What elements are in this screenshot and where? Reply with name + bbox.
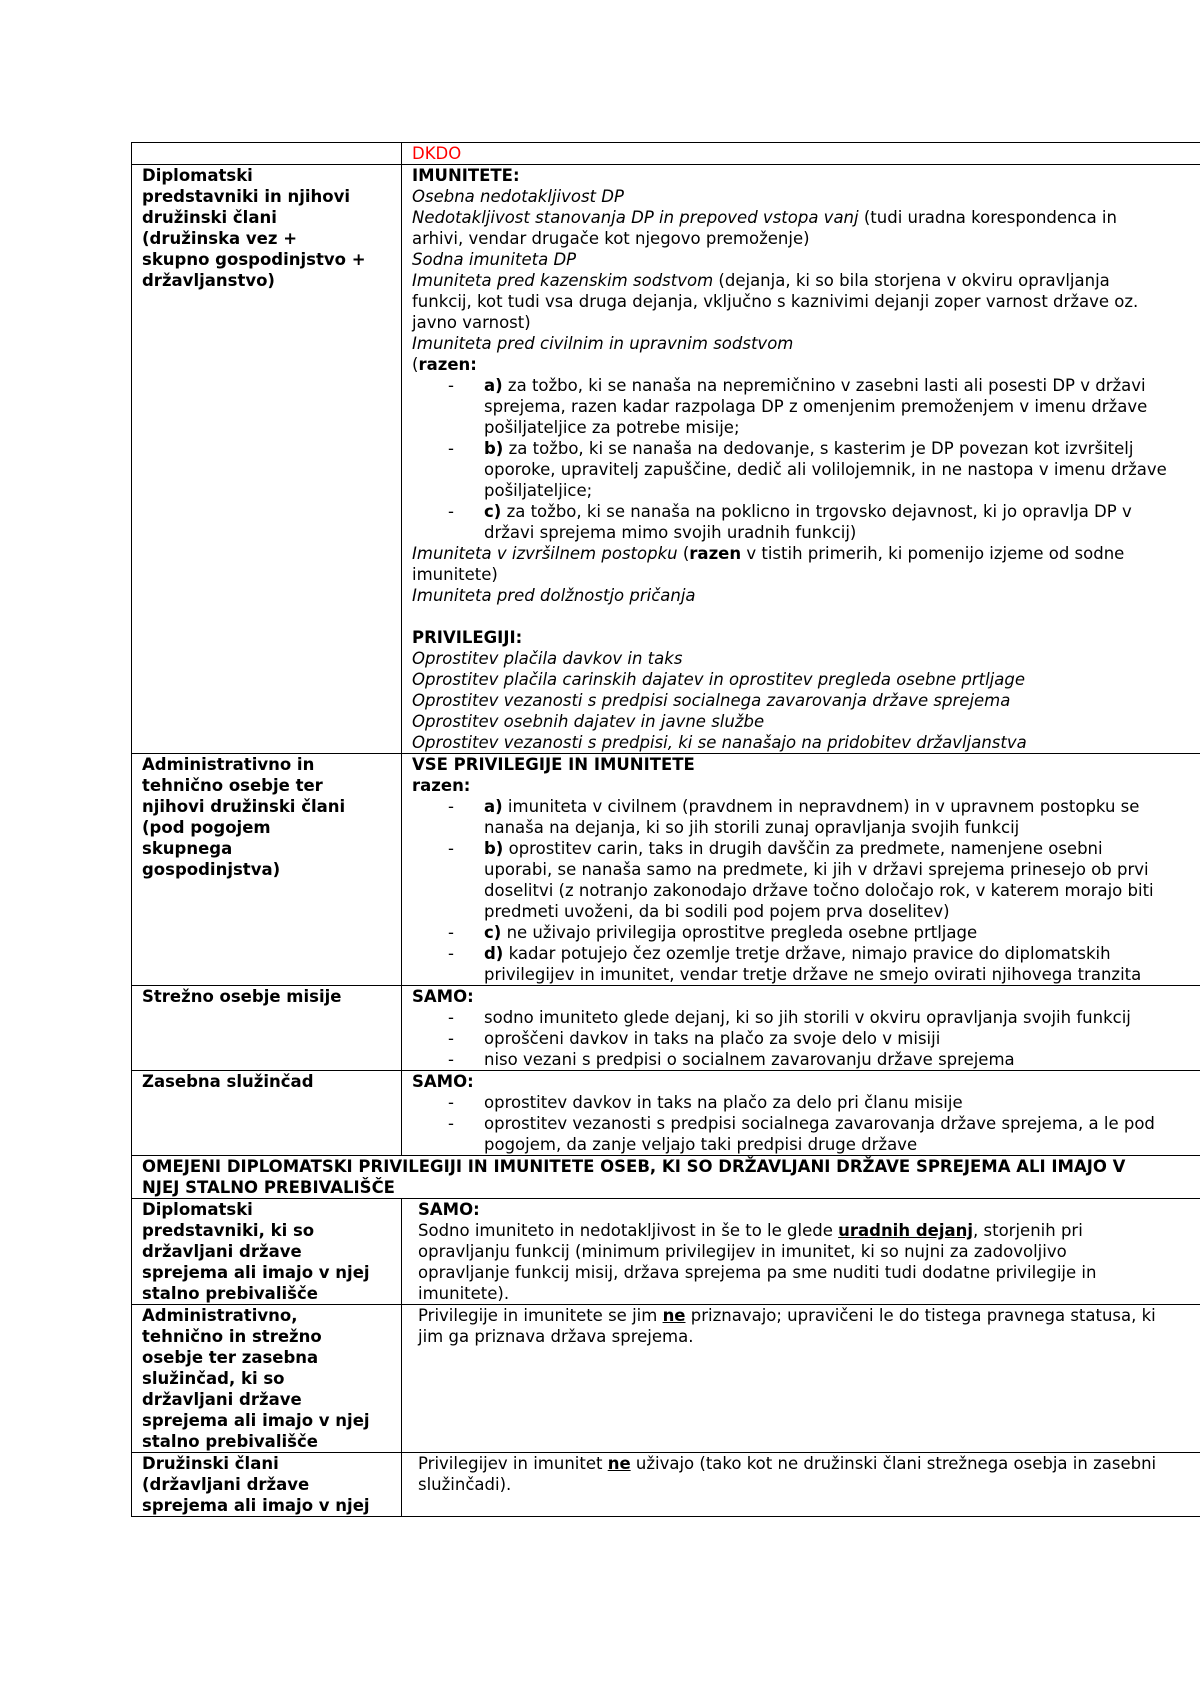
label-line: Diplomatski [142, 1200, 253, 1219]
section-heading-line: NJEJ STALNO PREBIVALIŠČE [142, 1178, 395, 1197]
text-line: imunitete) [412, 565, 498, 584]
text-line [412, 354, 1200, 375]
italic-text: Imuniteta v izvršilnem postopku [412, 544, 678, 563]
text-line [418, 1305, 1200, 1326]
row-administrative-staff [132, 754, 1200, 986]
imunitete-heading: IMUNITETE: [412, 166, 520, 185]
label-line: skupnega [142, 839, 233, 858]
row-content-staff-nationals [402, 1305, 1200, 1453]
header-title: DKDO [412, 144, 462, 163]
bold-text: razen: [418, 355, 477, 374]
text-line: sprejema, razen kadar razpolaga DP z omenjenim premoženjem v imenu države [484, 397, 1148, 416]
text: ( [412, 355, 419, 374]
text-line: Oprostitev osebnih dajatev in javne službe [412, 712, 765, 731]
text: Privilegije in imunitete se jim [418, 1306, 663, 1325]
row-service-staff [132, 986, 1200, 1071]
privilegiji-heading: PRIVILEGIJI: [412, 628, 523, 647]
section-heading: VSE PRIVILEGIJE IN IMUNITETE [412, 755, 695, 774]
text-line: doselitvi (z notranjo zakonodajo države točno določajo rok, v katerem morajo biti [484, 881, 1154, 900]
text-line: privilegijev in imunitet, vendar tretje države ne smejo ovirati njihovega tranzita [484, 965, 1142, 984]
document-sheet [131, 142, 1200, 1542]
row-label-family-nationals [132, 1453, 402, 1517]
text-line [412, 543, 1200, 564]
row-content-diplomats-nationals [402, 1199, 1200, 1305]
text-line [418, 1220, 1200, 1241]
text: v tistih primerih, ki pomenijo izjeme od sodne [741, 544, 1125, 563]
list-item: - niso vezani s predpisi o socialnem zavarovanju države sprejema [448, 1049, 1200, 1070]
label-line: predstavniki in njihovi [142, 187, 351, 206]
text-line: uporabi, se nanaša samo na predmete, ki jih v državi sprejema prinesejo ob prvi [484, 860, 1149, 879]
label-line: Zasebna služinčad [142, 1072, 314, 1091]
item-label: b) [484, 439, 504, 458]
text-line: opravljanju funkcij (minimum privilegijev in imunitet, ki so nujni za zadovoljivo [418, 1242, 1067, 1261]
text-line [412, 270, 1200, 291]
list-item: - oproščeni davkov in taks na plačo za svoje delo v misiji [448, 1028, 1200, 1049]
row-diplomats-nationals [132, 1199, 1200, 1305]
samo-heading: SAMO: [412, 987, 474, 1006]
label-line: predstavniki, ki so [142, 1221, 315, 1240]
text-line: oporoke, upravitelj zapuščine, dedič ali volilojemnik, in ne nastopa v imenu države [484, 460, 1167, 479]
list-item [448, 838, 1200, 922]
text-line: nanaša na dejanja, ki so jih storili zunaj opravljanja svojih funkcij [484, 818, 1020, 837]
row-label-diplomats-nationals [132, 1199, 402, 1305]
text-line: pošiljateljice za potrebe misije; [484, 418, 740, 437]
item-label: c) [484, 502, 502, 521]
exceptions-list [412, 796, 1200, 985]
label-line: gospodinjstva) [142, 860, 281, 879]
text-line: arhivi, vendar drugače kot njegovo premoženje) [412, 229, 810, 248]
samo-heading: SAMO: [418, 1200, 480, 1219]
section-heading-cell [132, 1156, 1200, 1199]
row-content-service-staff [402, 986, 1200, 1071]
samo-list [412, 1007, 1200, 1070]
text: uživajo (tako kot ne družinski člani strežnega osebja in zasebni [630, 1454, 1157, 1473]
text: oprostitev carin, taks in drugih davščin za predmete, namenjene osebni [503, 839, 1103, 858]
privileges-table [131, 142, 1200, 1517]
text-line: opravljanje funkcij misij, država sprejema pa sme nuditi tudi dodatne privilegije in [418, 1263, 1097, 1282]
header-title-cell [402, 143, 1200, 165]
list-item [448, 501, 1200, 543]
label-line: Družinski člani [142, 1454, 279, 1473]
spacer [412, 606, 1200, 627]
item-label: a) [484, 376, 503, 395]
label-line: Strežno osebje misije [142, 987, 342, 1006]
row-diplomatic-agents [132, 165, 1200, 754]
label-line: sprejema ali imajo v njej [142, 1496, 370, 1515]
label-line: (državljani države [142, 1475, 310, 1494]
text-line: - oprostitev vezanosti s predpisi socialnega zavarovanja države sprejema, a le pod [484, 1114, 1155, 1133]
list-item: - sodno imuniteto glede dejanj, ki so jih storili v okviru opravljanja svojih funkcij [448, 1007, 1200, 1028]
list-item [448, 438, 1200, 501]
item-label: a) [484, 797, 503, 816]
text: ( [677, 544, 690, 563]
row-content-private-servants [402, 1071, 1200, 1156]
text: za tožbo, ki se nanaša na nepremičnino v zasebni lasti ali posesti DP v državi [502, 376, 1146, 395]
italic-text: Nedotakljivost stanovanja DP in prepoved vstopa vanj [412, 208, 859, 227]
text: priznavajo; upravičeni le do tistega pravnega statusa, ki [685, 1306, 1156, 1325]
header-empty-cell [132, 143, 402, 165]
label-line: (družinska vez + [142, 229, 298, 248]
item-label: b) [484, 839, 504, 858]
bold-text: razen [689, 544, 742, 563]
label-line: državljani države [142, 1390, 302, 1409]
row-label-private-servants [132, 1071, 402, 1156]
label-line: tehnično in strežno [142, 1327, 322, 1346]
text-line: pogojem, da zanje veljajo taki predpisi druge države [484, 1135, 918, 1154]
section-heading-line: OMEJENI DIPLOMATSKI PRIVILEGIJI IN IMUNITETE OSEB, KI SO DRŽAVLJANI DRŽAVE SPREJEMA ALI IMAJO V [142, 1157, 1126, 1176]
label-line: sprejema ali imajo v njej [142, 1263, 370, 1282]
text-line: pošiljateljice; [484, 481, 593, 500]
row-content-administrative-staff [402, 754, 1200, 986]
text-line: Imuniteta pred dolžnostjo pričanja [412, 586, 696, 605]
item-label: d) [484, 944, 504, 963]
text-line: imunitete). [418, 1284, 510, 1303]
text: (tudi uradna korespondenca in [858, 208, 1117, 227]
text-line [412, 207, 1200, 228]
list-item: - oprostitev davkov in taks na plačo za delo pri članu misije [448, 1092, 1200, 1113]
text: , storjenih pri [973, 1221, 1083, 1240]
underlined-text: ne [607, 1454, 631, 1473]
text-line: Oprostitev vezanosti s predpisi socialnega zavarovanja države sprejema [412, 691, 1011, 710]
row-label-administrative-staff [132, 754, 402, 986]
list-item [448, 1113, 1200, 1155]
text-line: državi sprejema mimo svojih uradnih funkcij) [484, 523, 857, 542]
row-content-diplomatic-agents [402, 165, 1200, 754]
list-item [448, 796, 1200, 838]
text-line [418, 1453, 1200, 1474]
header-row [132, 143, 1200, 165]
text: kadar potujejo čez ozemlje tretje države, nimajo pravice do diplomatskih [503, 944, 1111, 963]
label-line: družinski člani [142, 208, 277, 227]
section-heading-row [132, 1156, 1200, 1199]
row-family-nationals [132, 1453, 1200, 1517]
italic-text: Imuniteta pred kazenskim sodstvom [412, 271, 714, 290]
label-line: sprejema ali imajo v njej [142, 1411, 370, 1430]
text: ne uživajo privilegija oprostitve pregleda osebne prtljage [501, 923, 978, 942]
text-line: jim ga priznava država sprejema. [418, 1327, 694, 1346]
label-line: njihovi družinski člani [142, 797, 346, 816]
text-line: Oprostitev plačila davkov in taks [412, 649, 683, 668]
text-line: Imuniteta pred civilnim in upravnim sodstvom [412, 334, 794, 353]
label-line: stalno prebivališče [142, 1432, 318, 1451]
label-line: Administrativno, [142, 1306, 298, 1325]
samo-list [412, 1092, 1200, 1155]
text-line: Oprostitev plačila carinskih dajatev in oprostitev pregleda osebne prtljage [412, 670, 1026, 689]
item-label: c) [484, 923, 502, 942]
list-item [448, 943, 1200, 985]
row-label-staff-nationals [132, 1305, 402, 1453]
label-line: služinčad, ki so [142, 1369, 285, 1388]
row-staff-nationals [132, 1305, 1200, 1453]
row-label-diplomatic-agents [132, 165, 402, 754]
row-label-service-staff [132, 986, 402, 1071]
exceptions-list [412, 375, 1200, 543]
label-line: skupno gospodinjstvo + [142, 250, 366, 269]
razen-heading: razen: [412, 776, 471, 795]
list-item [448, 375, 1200, 438]
text: za tožbo, ki se nanaša na dedovanje, s kasterim je DP povezan kot izvršitelj [503, 439, 1134, 458]
text-line: Sodna imuniteta DP [412, 250, 577, 269]
label-line: državljani države [142, 1242, 302, 1261]
label-line: osebje ter zasebna [142, 1348, 319, 1367]
samo-heading: SAMO: [412, 1072, 474, 1091]
label-line: (pod pogojem [142, 818, 271, 837]
row-content-family-nationals [402, 1453, 1200, 1517]
text-line: Osebna nedotakljivost DP [412, 187, 624, 206]
text-line: služinčadi). [418, 1475, 512, 1494]
label-line: državljanstvo) [142, 271, 275, 290]
text: Sodno imuniteto in nedotakljivost in še to le glede [418, 1221, 839, 1240]
row-private-servants [132, 1071, 1200, 1156]
text-line: predmeti uvoženi, da bi sodili pod pojem prva doselitev) [484, 902, 950, 921]
text: (dejanja, ki so bila storjena v okviru opravljanja [713, 271, 1110, 290]
label-line: tehnično osebje ter [142, 776, 323, 795]
text: Privilegijev in imunitet [418, 1454, 608, 1473]
text: imuniteta v civilnem (pravdnem in nepravdnem) in v upravnem postopku se [502, 797, 1140, 816]
text: za tožbo, ki se nanaša na poklicno in trgovsko dejavnost, ki jo opravlja DP v [501, 502, 1132, 521]
text-line: funkcij, kot tudi vsa druga dejanja, vključno s kaznivimi dejanji zoper varnost države oz. [412, 292, 1139, 311]
underlined-text: ne [662, 1306, 686, 1325]
underlined-text: uradnih dejanj [838, 1221, 974, 1240]
list-item [448, 922, 1200, 943]
text-line: Oprostitev vezanosti s predpisi, ki se nanašajo na pridobitev državljanstva [412, 733, 1027, 752]
text-line: javno varnost) [412, 313, 531, 332]
label-line: stalno prebivališče [142, 1284, 318, 1303]
label-line: Diplomatski [142, 166, 253, 185]
label-line: Administrativno in [142, 755, 315, 774]
